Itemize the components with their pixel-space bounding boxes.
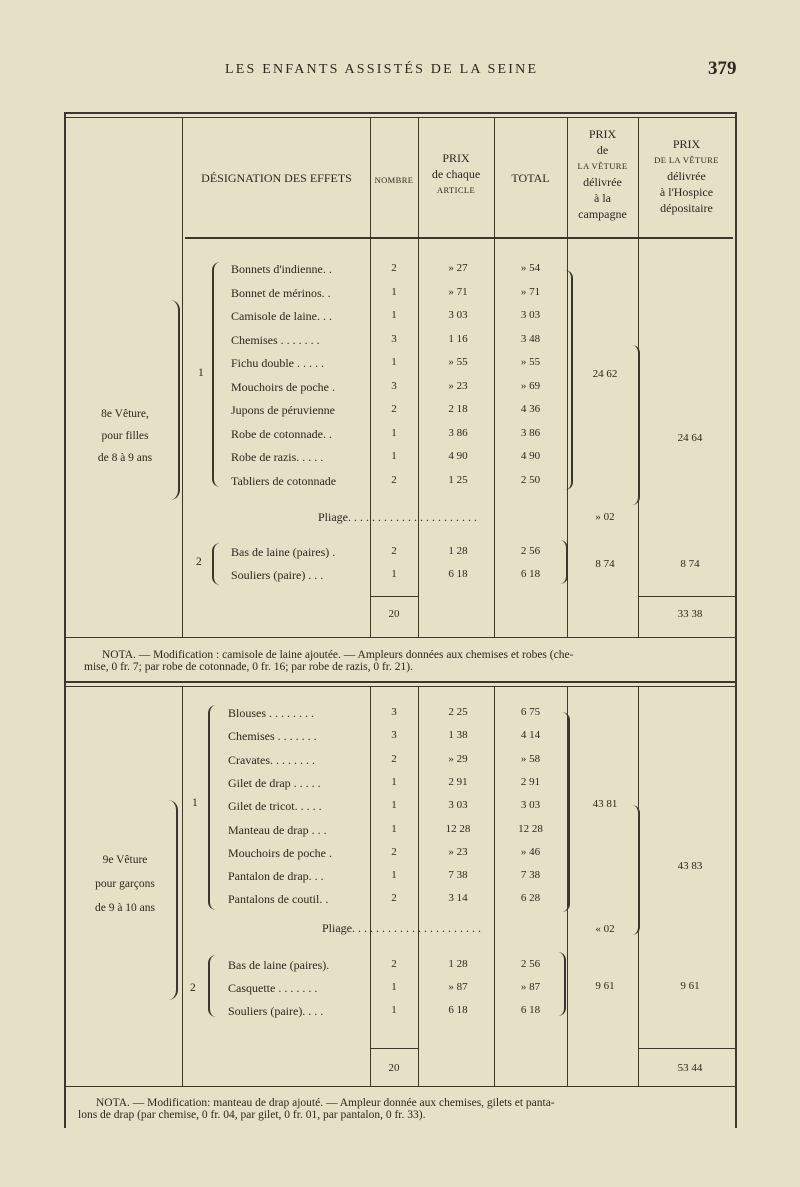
item-name: Bonnets d'indienne. . (231, 262, 332, 276)
label-line: pour garçons (95, 878, 155, 890)
item-name: Mouchoirs de poche . (231, 379, 335, 394)
section1-pliage-label: Pliage. . . . . . . . . . . . . . . . . . . . . . (318, 510, 477, 524)
item-prix: 1 25 (448, 473, 468, 486)
item-name: Mouchoirs de poche . (228, 845, 332, 860)
item-prix: 3 03 (448, 799, 468, 812)
section2-label (70, 848, 180, 920)
item-total: 6 28 (520, 892, 541, 905)
item-nombre: 1 (391, 285, 397, 298)
prix-label: PRIX (442, 151, 470, 165)
item-name: Bas de laine (paires). (228, 958, 330, 972)
section2-group2-brace (208, 955, 216, 1017)
item-total: 4 14 (520, 729, 541, 742)
item-total: » 87 (520, 981, 541, 993)
item-total: 12 28 (518, 822, 543, 835)
nota-line: NOTA. — Modification: manteau de drap ajouté. — Ampleur donnée aux chemises, gilets et panta- (96, 1097, 555, 1109)
item-total: 3 48 (520, 332, 541, 345)
section2-group1-brace (208, 705, 216, 910)
item-total: » 46 (520, 845, 541, 858)
label-line: pour filles (101, 430, 149, 442)
item-nombre: 2 (391, 892, 397, 905)
item-name: Souliers (paire) . . . (231, 568, 324, 582)
hospice-label: à l'Hospice (659, 185, 714, 199)
section2-pliage-value: « 02 (595, 923, 615, 935)
item-nombre: 1 (391, 1004, 397, 1016)
item-nombre: 1 (391, 426, 397, 439)
section1-total-hospice: 33 38 (677, 608, 703, 620)
item-name: Jupons de péruvienne (231, 403, 335, 417)
item-prix: 6 18 (448, 1004, 468, 1016)
column-header-campagne (567, 126, 638, 222)
section2-total-nombre: 20 (388, 1062, 400, 1074)
item-nombre: 2 (391, 958, 397, 970)
item-prix: » 23 (448, 379, 468, 392)
depositaire-label: dépositaire (660, 201, 713, 215)
section2-group1-campagne: 43 81 (592, 798, 618, 810)
prix-label: PRIX (588, 127, 617, 141)
nota-line: lons de drap (par chemise, 0 fr. 04, par gilet, 0 fr. 01, par pantalon, 0 fr. 33). (78, 1109, 426, 1121)
section1-group2-brace-right (560, 540, 568, 584)
item-name: Chemises . . . . . . . (231, 332, 320, 347)
item-name: Pantalon de drap. . . (228, 869, 324, 884)
item-prix: » 71 (448, 285, 468, 298)
item-total: 2 56 (520, 545, 541, 557)
item-name: Gilet de drap . . . . . (228, 775, 321, 790)
item-prix: » 27 (448, 262, 468, 274)
campagne-label: campagne (578, 207, 627, 221)
item-total: 7 38 (520, 869, 541, 882)
item-nombre: 1 (391, 822, 397, 835)
item-prix: » 87 (448, 981, 468, 993)
section1-campagne-brace-left (565, 270, 573, 490)
label-line: 8e Vêture, (101, 408, 149, 420)
de-la-veture-label: DE LA VÊTURE (654, 155, 719, 165)
la-veture-label: LA VÊTURE (577, 161, 628, 171)
item-total: » 54 (520, 262, 541, 274)
item-name: Robe de razis. . . . . (231, 450, 324, 464)
section1-group2-brace (212, 543, 220, 585)
section2-group2-hospice: 9 61 (680, 980, 700, 992)
item-prix: 1 16 (448, 332, 468, 345)
item-nombre: 2 (391, 473, 397, 486)
item-nombre: 1 (391, 775, 397, 788)
de-chaque-label: de chaque (431, 167, 481, 181)
header-rule (185, 237, 733, 239)
item-total: 2 56 (520, 958, 541, 970)
item-total: 6 18 (520, 568, 541, 580)
item-prix: 2 18 (448, 403, 468, 415)
section2-hospice-brace (632, 805, 640, 935)
label-line: de 8 à 9 ans (97, 452, 153, 464)
item-total: 6 75 (520, 706, 541, 718)
section2-hospice-value: 43 83 (677, 860, 703, 872)
item-name: Cravates. . . . . . . . (228, 752, 315, 767)
item-nombre: 1 (391, 869, 397, 882)
item-nombre: 1 (391, 450, 397, 462)
label-line: 9e Vêture (102, 854, 148, 866)
item-name: Casquette . . . . . . . (228, 981, 318, 995)
item-nombre: 2 (391, 262, 397, 274)
nota-2 (78, 1097, 728, 1121)
item-nombre: 2 (391, 752, 397, 765)
item-name: Manteau de drap . . . (228, 822, 327, 837)
item-name: Bas de laine (paires) . (231, 545, 336, 559)
column-header-total: TOTAL (511, 171, 550, 185)
item-prix: 2 25 (448, 706, 468, 718)
delivree-label: délivrée (583, 175, 622, 189)
item-total: » 69 (520, 379, 541, 392)
item-name: Pantalons de coutil. . (228, 892, 329, 907)
item-name: Robe de cotonnade. . (231, 426, 332, 441)
item-total: 2 91 (520, 775, 541, 788)
section2-campagne-brace (562, 712, 570, 912)
item-total: 6 18 (520, 1004, 541, 1016)
section1-label (70, 403, 180, 469)
item-prix: 7 38 (448, 869, 468, 882)
item-prix: 1 28 (448, 958, 468, 970)
item-nombre: 3 (391, 332, 397, 345)
column-header-nombre: NOMBRE (374, 175, 414, 185)
item-nombre: 3 (391, 729, 397, 742)
item-total: » 58 (520, 752, 541, 765)
item-total: » 71 (520, 285, 541, 298)
item-nombre: 3 (391, 379, 397, 392)
item-total: 3 86 (520, 426, 541, 439)
item-prix: » 55 (448, 356, 468, 368)
section1-group1-campagne: 24 62 (592, 368, 618, 380)
table-top-rule (64, 112, 737, 114)
item-prix: 4 90 (448, 450, 468, 462)
item-name: Bonnet de mérinos. . (231, 285, 331, 300)
item-total: 3 03 (520, 309, 541, 321)
section2-left-brace (168, 800, 178, 1000)
item-name: Fichu double . . . . . (231, 356, 324, 370)
section1-group2-hospice: 8 74 (680, 558, 700, 570)
section2-group1-number: 1 (192, 797, 198, 809)
section2-group2-number: 2 (190, 982, 196, 994)
item-name: Souliers (paire). . . . (228, 1004, 324, 1018)
nota-line: mise, 0 fr. 7; par robe de cotonnade, 0 fr. 16; par robe de razis, 0 fr. 21). (84, 661, 413, 673)
article-label: ARTICLE (436, 185, 476, 195)
item-name: Camisole de laine. . . (231, 309, 332, 323)
item-nombre: 1 (391, 309, 397, 321)
nota-1 (84, 649, 724, 673)
item-total: » 55 (520, 356, 541, 368)
item-prix: 3 86 (448, 426, 468, 439)
item-nombre: 1 (391, 981, 397, 993)
item-prix: 1 28 (448, 545, 468, 557)
item-name: Tabliers de cotonnade (231, 473, 337, 488)
item-prix: 2 91 (448, 775, 468, 788)
item-nombre: 3 (391, 706, 397, 718)
label-line: de 9 à 10 ans (94, 902, 156, 914)
running-header: LES ENFANTS ASSISTÉS DE LA SEINE (225, 62, 539, 77)
item-prix: 3 03 (448, 309, 468, 321)
section1-hospice-brace (632, 345, 640, 505)
item-prix: 1 38 (448, 729, 468, 742)
item-total: 4 36 (520, 403, 541, 415)
item-prix: » 29 (448, 752, 468, 765)
item-nombre: 2 (391, 845, 397, 858)
section1-hospice-value: 24 64 (677, 432, 703, 444)
section1-group2-campagne: 8 74 (595, 558, 615, 570)
section2-pliage-label: Pliage. . . . . . . . . . . . . . . . . . . . . . (322, 921, 481, 935)
item-total: 4 90 (520, 450, 541, 462)
section1-total-nombre: 20 (388, 608, 400, 620)
item-nombre: 1 (391, 568, 397, 580)
section2-group2-brace-right (558, 952, 566, 1016)
section1-pliage-value: » 02 (595, 511, 615, 523)
item-nombre: 1 (391, 799, 397, 812)
item-name: Gilet de tricot. . . . . (228, 799, 322, 814)
item-name: Blouses . . . . . . . . (228, 706, 315, 720)
item-name: Chemises . . . . . . . (228, 729, 317, 744)
item-prix: 3 14 (448, 892, 468, 905)
section1-left-brace (170, 300, 180, 500)
prix-label: PRIX (672, 137, 701, 151)
table-right-rule (735, 112, 737, 1128)
section2-total-hospice: 53 44 (677, 1062, 703, 1074)
delivree-label: délivrée (667, 169, 706, 183)
item-nombre: 2 (391, 403, 397, 415)
section1-group1-brace (212, 262, 220, 487)
item-nombre: 2 (391, 545, 397, 557)
item-prix: 12 28 (445, 822, 471, 835)
nota-line: NOTA. — Modification : camisole de laine ajoutée. — Ampleurs données aux chemises et robes (che- (102, 649, 574, 661)
column-header-designation: DÉSIGNATION DES EFFETS (201, 171, 352, 185)
item-prix: » 23 (448, 845, 468, 858)
page-number: 379 (708, 58, 737, 79)
table-left-rule (64, 112, 66, 1128)
de-label: de (596, 143, 609, 157)
item-prix: 6 18 (448, 568, 468, 580)
section1-group2-number: 2 (196, 556, 202, 568)
item-nombre: 1 (391, 356, 397, 368)
column-header-hospice (638, 136, 735, 216)
item-total: 2 50 (520, 473, 541, 486)
item-total: 3 03 (520, 799, 541, 812)
section1-group1-number: 1 (198, 367, 204, 379)
column-header-prix-article (418, 150, 494, 198)
section2-group2-campagne: 9 61 (595, 980, 615, 992)
a-la-label: à la (594, 191, 611, 205)
